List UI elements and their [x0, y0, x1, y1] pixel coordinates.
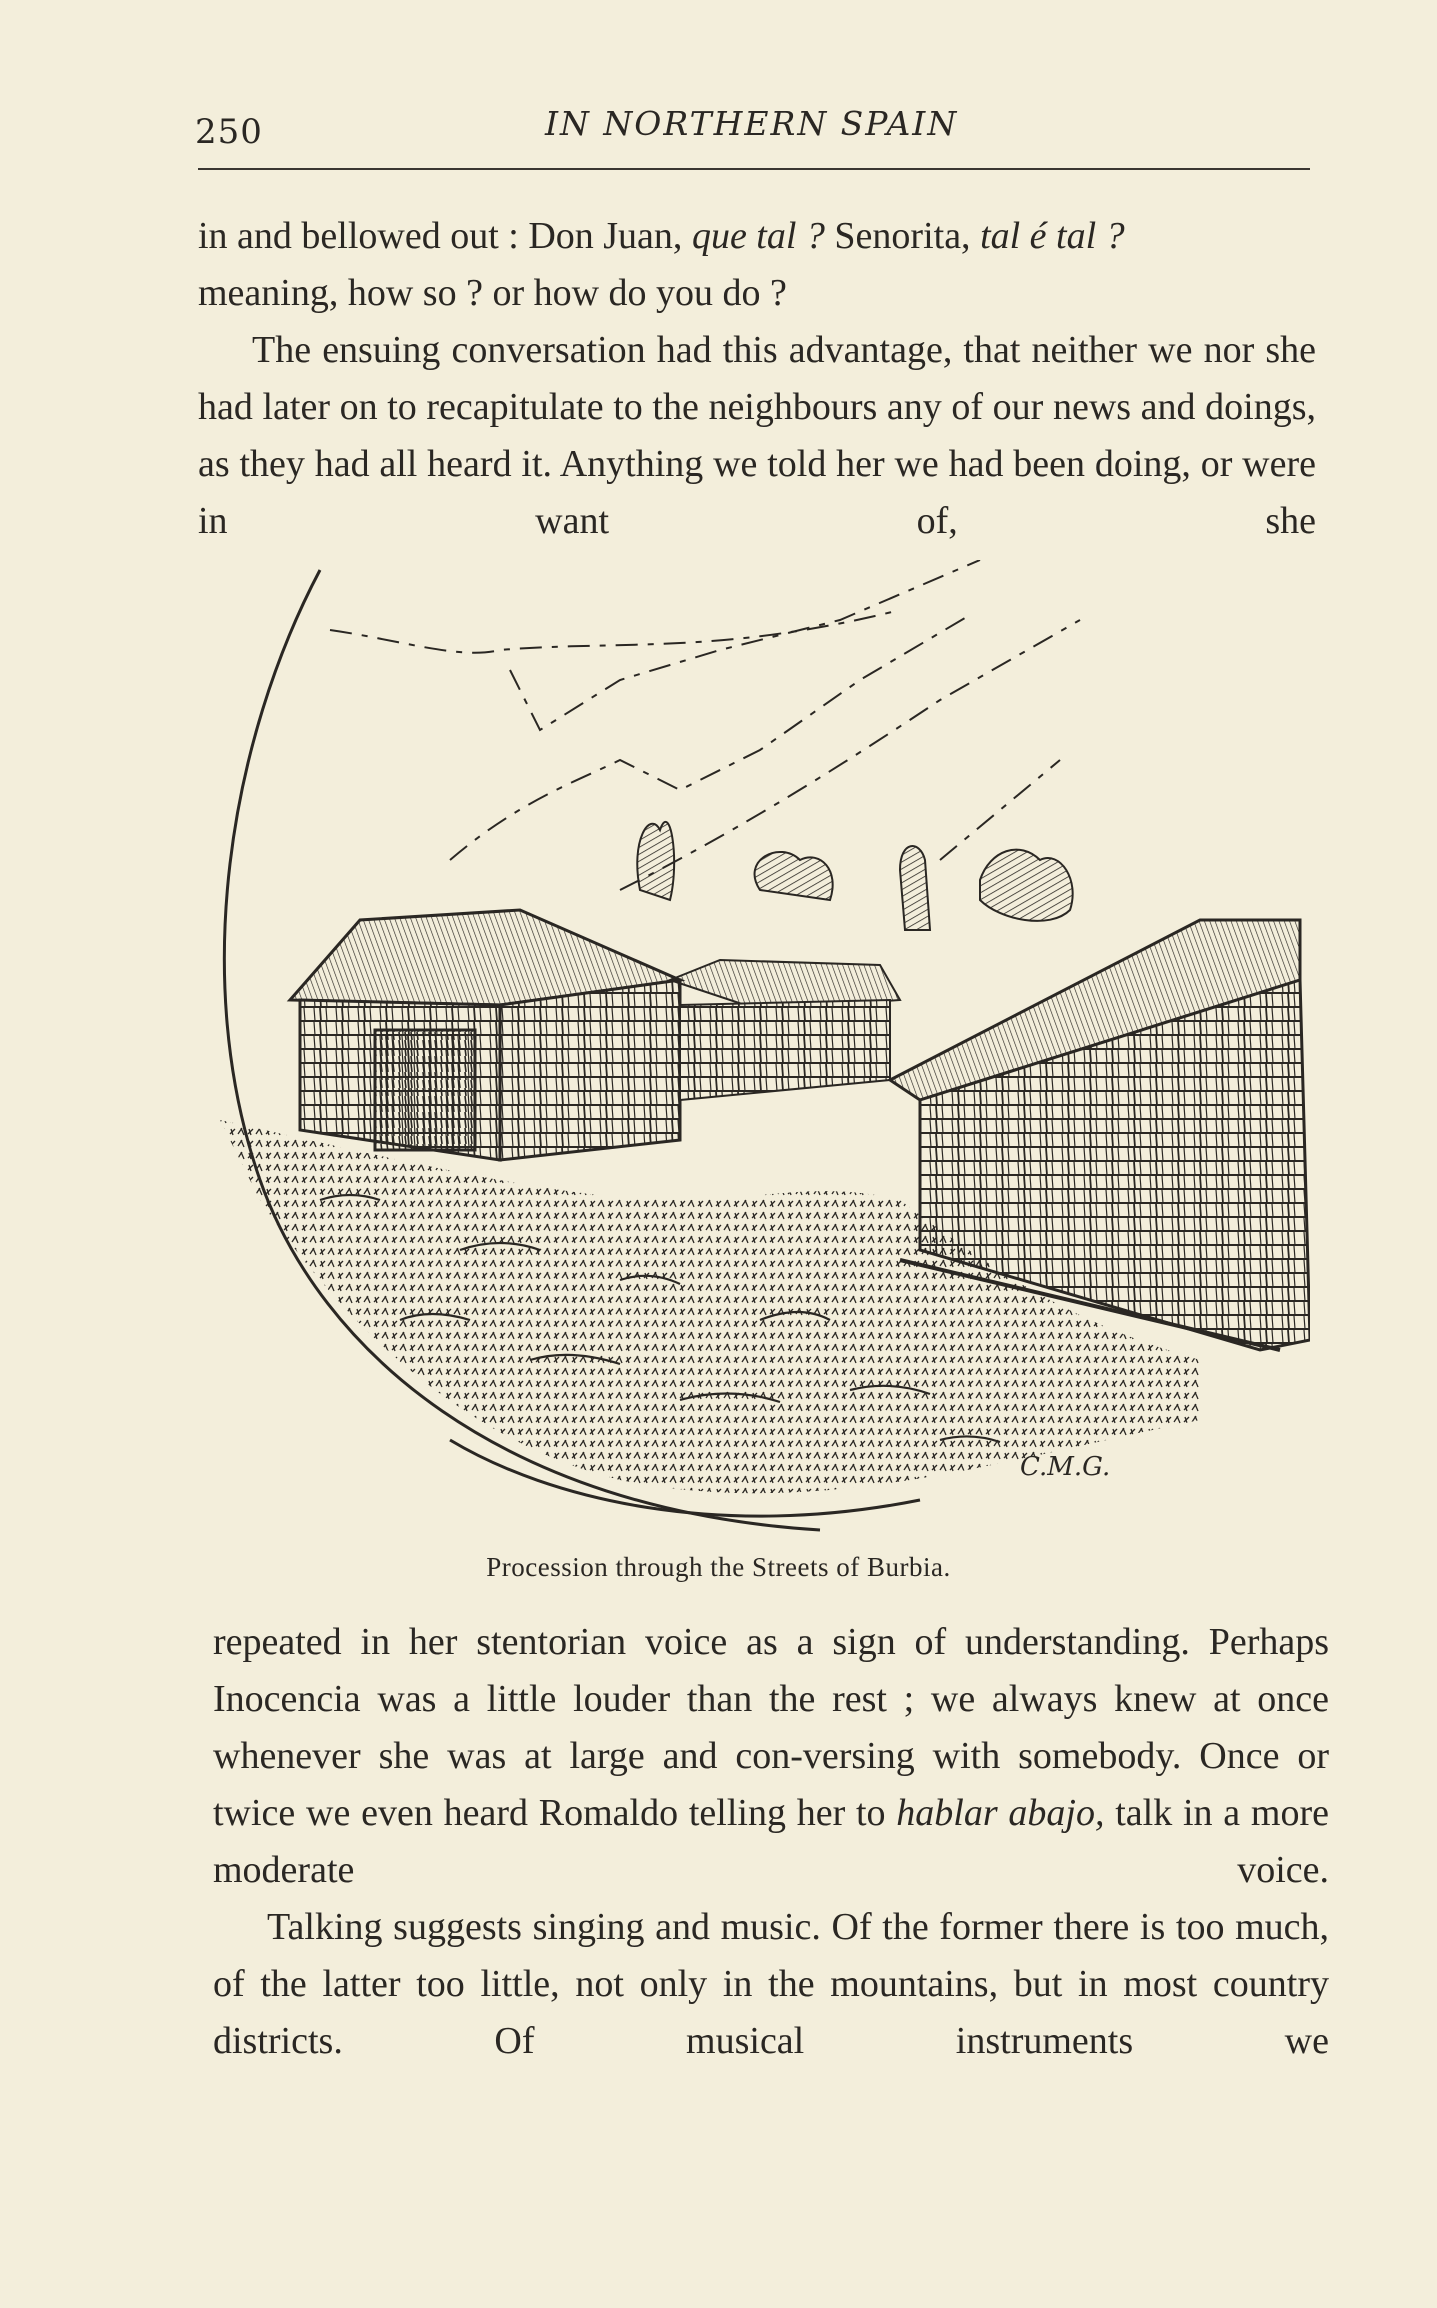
paragraph: The ensuing conversation had this advantage, that neither we nor she had later on to recapitulate to the neighbours any of our news and doings, as they had all heard it. Anything we told her we had been doing, or were in want of, she: [198, 329, 1316, 542]
top-text-block: [198, 208, 1316, 550]
bottom-text-block: [213, 1614, 1329, 2070]
text-run: talk in a more moderate voice.: [213, 1792, 1329, 1891]
header-rule: [198, 168, 1310, 170]
artist-monogram: C.M.G.: [1020, 1452, 1111, 1482]
italic-phrase: que tal ?: [691, 215, 825, 257]
text-run: in and bellowed out : Don Juan,: [198, 215, 692, 257]
village-street-engraving: [200, 560, 1310, 1540]
continuation-paragraph: [198, 208, 1316, 322]
italic-phrase: hablar abajo,: [896, 1792, 1105, 1834]
running-head: IN NORTHERN SPAIN: [545, 104, 959, 143]
paragraph: Talking suggests singing and music. Of the former there is too much, of the latter too little, not only in the mountains, but in most country districts. Of musical instruments we: [213, 1906, 1329, 2062]
text-run: repeated in her stentorian voice as a sign of understanding. Perhaps Inocencia was a little louder than the rest ; we always knew at once whenever she was at large and con-versing with somebody. Once or twice we even heard Romaldo telling her to: [213, 1621, 1329, 1834]
text-run: meaning, how so ? or how do you do ?: [198, 272, 787, 314]
italic-phrase: tal é tal ?: [980, 215, 1125, 257]
paragraph: [213, 1614, 1329, 1899]
text-run: Senorita,: [824, 215, 981, 257]
page-number: 250: [195, 112, 263, 152]
figure-caption: Procession through the Streets of Burbia.: [486, 1552, 951, 1582]
